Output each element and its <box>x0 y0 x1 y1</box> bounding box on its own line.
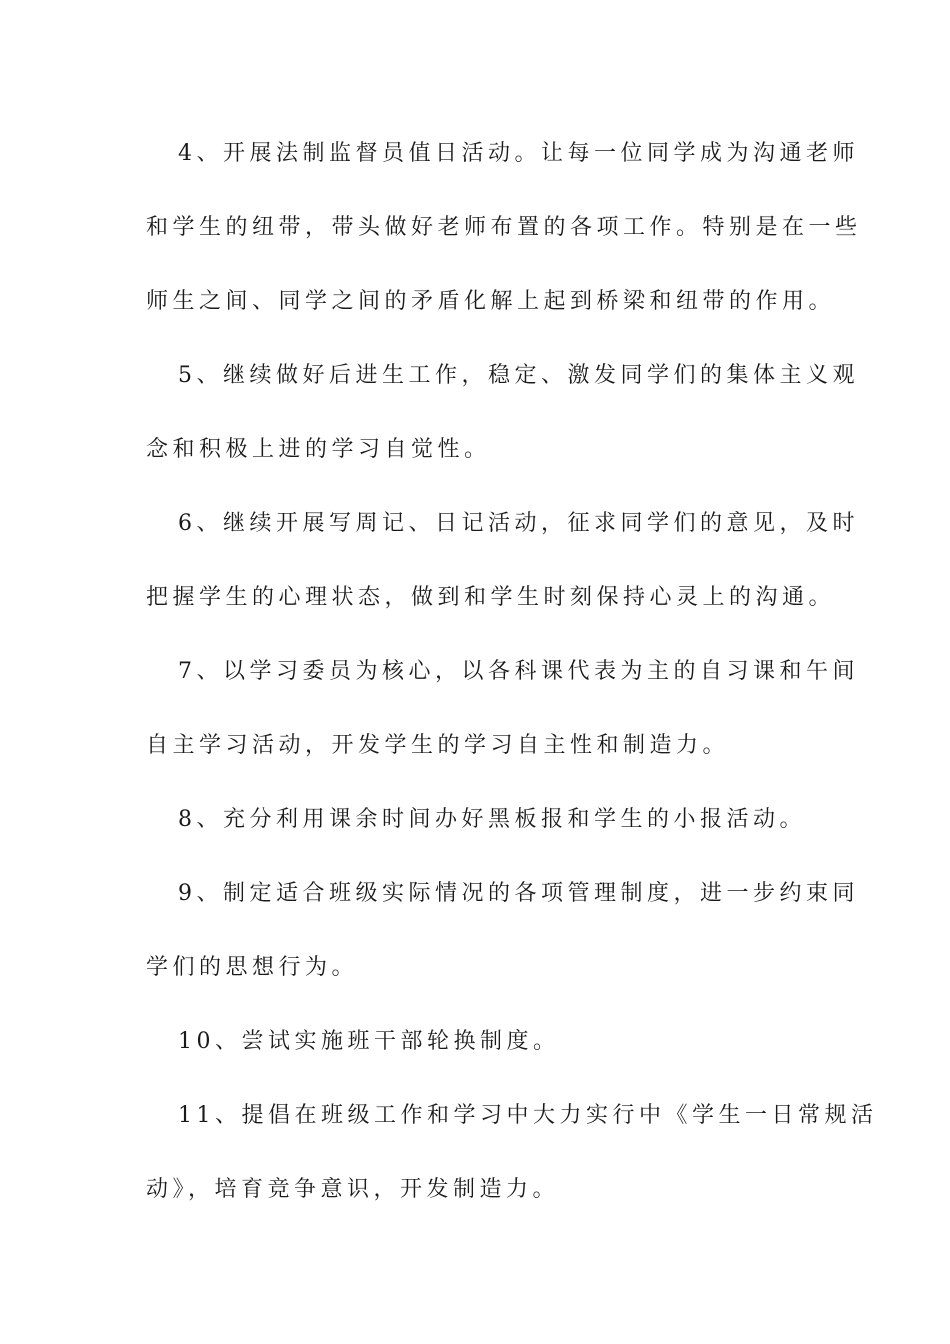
paragraph-line: 师生之间、同学之间的矛盾化解上起到桥梁和纽带的作用。 <box>146 289 836 314</box>
paragraph-line: 5、继续做好后进生工作，稳定、激发同学们的集体主义观 <box>178 363 859 388</box>
paragraph-line: 动》，培育竞争意识，开发制造力。 <box>146 1177 560 1202</box>
paragraph-line: 11、提倡在班级工作和学习中大力实行中《学生一日常规活 <box>178 1103 878 1128</box>
paragraph-9 <box>146 857 859 1005</box>
paragraph-10 <box>146 1005 810 1079</box>
paragraph-line: 自主学习活动，开发学生的学习自主性和制造力。 <box>146 733 730 758</box>
paragraph-line: 9、制定适合班级实际情况的各项管理制度，进一步约束同 <box>178 881 859 906</box>
paragraph-8 <box>146 783 810 857</box>
paragraph-line: 10、尝试实施班干部轮换制度。 <box>178 1029 560 1054</box>
paragraph-4 <box>146 117 862 339</box>
paragraph-11 <box>146 1079 878 1227</box>
paragraph-line: 念和积极上进的学习自觉性。 <box>146 437 491 462</box>
paragraph-line: 8、充分利用课余时间办好黑板报和学生的小报活动。 <box>178 807 806 832</box>
paragraph-line: 学们的思想行为。 <box>146 955 359 980</box>
paragraph-7 <box>146 635 859 783</box>
paragraph-line: 7、以学习委员为核心，以各科课代表为主的自习课和午间 <box>178 659 859 684</box>
paragraph-line: 和学生的纽带，带头做好老师布置的各项工作。特别是在一些 <box>146 215 862 240</box>
paragraph-line: 4、开展法制监督员值日活动。让每一位同学成为沟通老师 <box>178 141 859 166</box>
paragraph-line: 把握学生的心理状态，做到和学生时刻保持心灵上的沟通。 <box>146 585 836 610</box>
paragraph-line: 6、继续开展写周记、日记活动，征求同学们的意见，及时 <box>178 511 859 536</box>
paragraph-6 <box>146 487 859 635</box>
paragraph-5 <box>146 339 859 487</box>
